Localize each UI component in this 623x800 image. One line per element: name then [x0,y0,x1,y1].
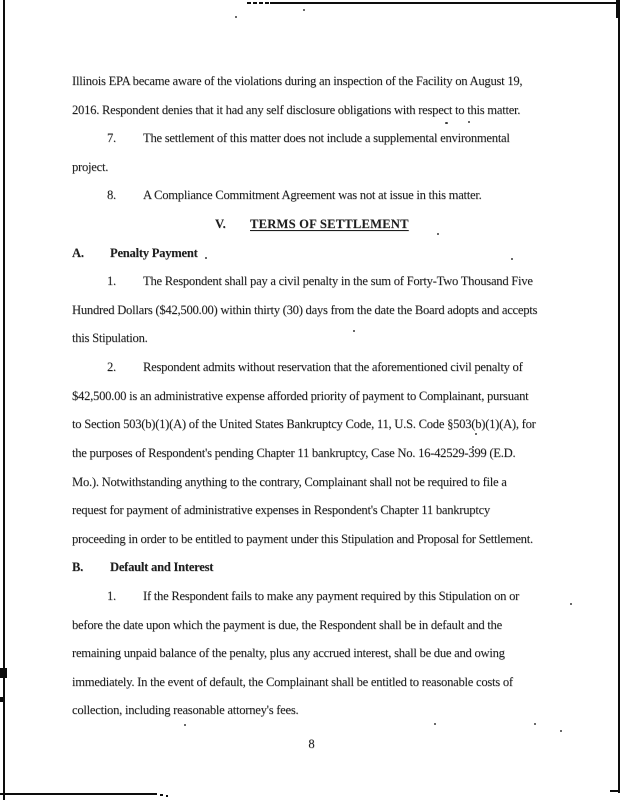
text-line [72,331,572,360]
scan-bottom-dot-2 [166,795,168,797]
text-line [72,618,572,647]
text-line [72,160,572,189]
scan-bottom-dot-1 [160,794,163,796]
scan-dash-top-1 [247,2,251,4]
scan-border-right-thick [616,0,620,18]
text-line [72,475,572,504]
scan-speck [303,9,305,11]
text-line [72,360,572,389]
line-text: Hundred Dollars ($42,500.00) within thirty (30) days from the date the Board adopts and accepts [72,302,538,317]
line-text: A Compliance Commitment Agreement was not at issue in this matter. [143,188,482,203]
paragraph-number: 7. [107,131,116,146]
line-text: project. [72,159,109,174]
line-text: the purposes of Respondent's pending Chapter 11 bankruptcy, Case No. 16-42529-399 (E.D. [72,445,516,460]
scan-dash-top-4 [265,2,269,4]
scan-blob-left [0,668,7,678]
paragraph-number: 1. [107,274,116,289]
text-line [72,446,572,475]
text-line [72,646,572,675]
line-text: Penalty Payment [110,245,198,260]
paragraph-number: B. [72,560,84,575]
scan-speck [235,16,237,18]
text-line [72,503,572,532]
line-text: 2016. Respondent denies that it had any self disclosure obligations with respect to this matter. [72,102,521,117]
line-text: before the date upon which the payment is due, the Respondent shall be in default and the [72,617,502,632]
line-text: this Stipulation. [72,331,148,346]
line-text: Default and Interest [110,560,214,575]
line-text: collection, including reasonable attorney's fees. [72,703,299,718]
text-line [72,74,572,103]
scan-border-top [270,2,620,4]
scan-border-right-foot [610,790,619,792]
scan-dash-top-3 [259,2,263,4]
line-text: request for payment of administrative expenses in Respondent's Chapter 11 bankruptcy [72,503,490,518]
line-text: to Section 503(b)(1)(A) of the United States Bankruptcy Code, 11, U.S. Code §503(b)(1)(A), for [72,417,536,432]
line-text: Respondent admits without reservation that the aforementioned civil penalty of [143,360,523,375]
subsection-heading [72,246,572,275]
text-line [72,103,572,132]
line-text: $42,500.00 is an administrative expense afforded priority of payment to Complainant, pursuant [72,388,529,403]
scan-border-bottom [0,793,157,795]
line-text: The Respondent shall pay a civil penalty in the sum of Forty-Two Thousand Five [143,274,533,289]
page-number: 8 [308,737,315,751]
text-line [72,303,572,332]
paragraph-number: 8. [107,188,116,203]
text-line [72,389,572,418]
line-text: remaining unpaid balance of the penalty, plus any accrued interest, shall be due and owing [72,646,505,661]
scan-border-left [3,0,5,800]
line-text: TERMS OF SETTLEMENT [250,217,409,232]
text-line [72,532,572,561]
paragraph-number: A. [72,245,84,260]
line-text: Illinois EPA became aware of the violations during an inspection of the Facility on August 19, [72,74,523,88]
paragraph-number: 2. [107,360,116,375]
line-text: proceeding in order to be entitled to payment under this Stipulation and Proposal for Settlement. [72,531,533,546]
text-line [72,675,572,704]
document-text [72,74,572,732]
section-heading [72,217,572,246]
text-line [72,589,572,618]
line-text: If the Respondent fails to make any payment required by this Stipulation on or [143,588,520,603]
subsection-heading [72,560,572,589]
line-text: immediately. In the event of default, the Complainant shall be entitled to reasonable costs of [72,674,513,689]
text-line [72,703,572,732]
paragraph-number: 1. [107,588,116,603]
scan-dash-top-2 [253,2,257,4]
paragraph-number: V. [215,217,227,232]
text-line [72,274,572,303]
text-line [72,131,572,160]
scan-tick-left [0,697,3,702]
text-line [72,417,572,446]
text-line [72,188,572,217]
line-text: The settlement of this matter does not include a supplemental environmental [143,131,510,146]
line-text: Mo.). Notwithstanding anything to the contrary, Complainant shall not be required to file a [72,474,507,489]
scan-border-right [618,0,620,793]
